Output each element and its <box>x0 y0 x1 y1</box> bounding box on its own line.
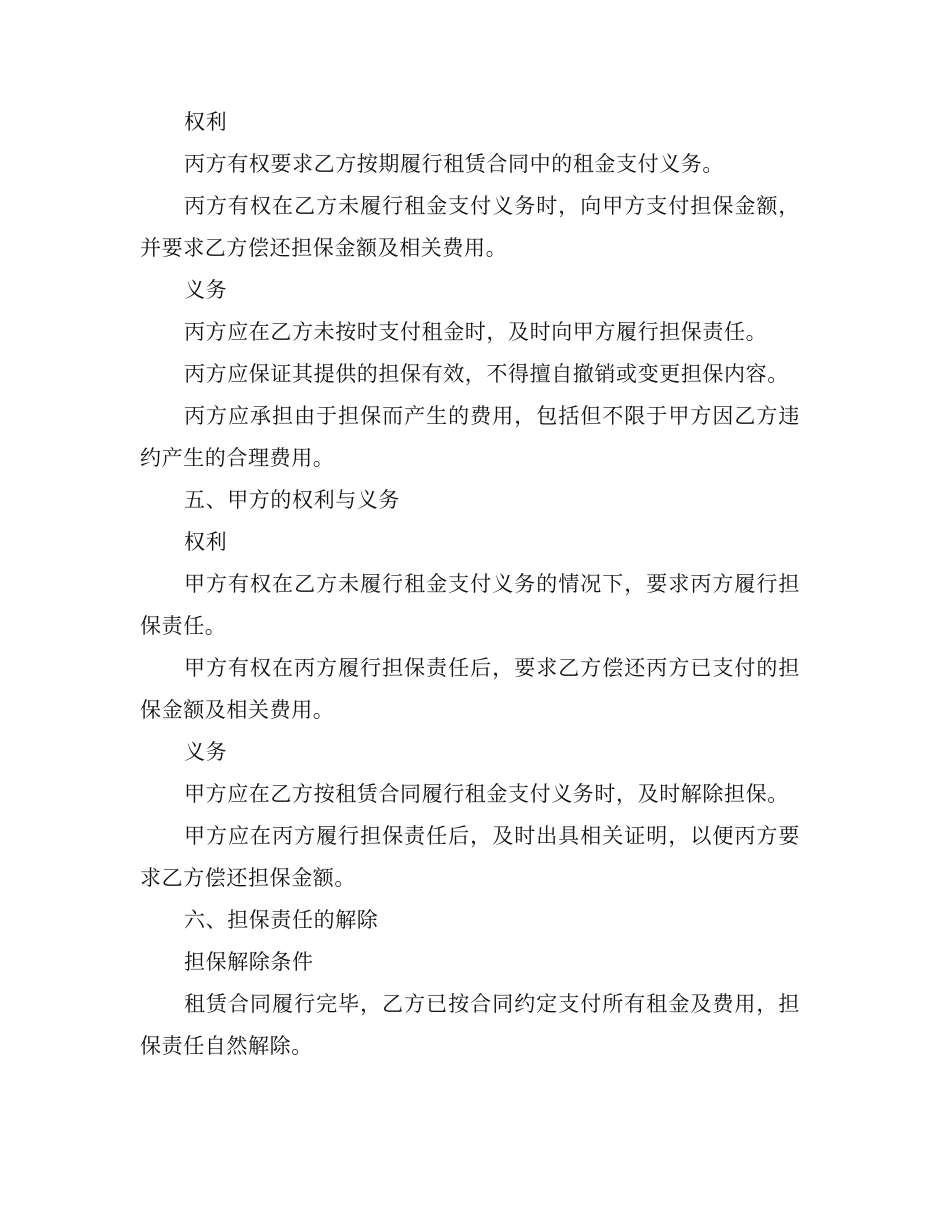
paragraph: 丙方有权要求乙方按期履行租赁合同中的租金支付义务。 <box>184 152 724 176</box>
paragraph: 丙方有权在乙方未履行租金支付义务时，向甲方支付担保金额，并要求乙方偿还担保金额及相关费用。 <box>140 194 800 260</box>
paragraph: 甲方应在丙方履行担保责任后，及时出具相关证明，以便丙方要求乙方偿还担保金额。 <box>140 824 800 890</box>
heading-obligations: 义务 <box>184 740 228 764</box>
heading-obligations: 义务 <box>184 278 228 302</box>
paragraph: 丙方应承担由于担保而产生的费用，包括但不限于甲方因乙方违约产生的合理费用。 <box>140 404 800 470</box>
section-heading: 六、担保责任的解除 <box>184 908 379 932</box>
paragraph: 甲方有权在丙方履行担保责任后，要求乙方偿还丙方已支付的担保金额及相关费用。 <box>140 656 800 722</box>
paragraph: 丙方应保证其提供的担保有效，不得擅自撤销或变更担保内容。 <box>184 362 789 386</box>
heading-rights: 权利 <box>184 110 228 134</box>
paragraph: 丙方应在乙方未按时支付租金时，及时向甲方履行担保责任。 <box>184 320 768 344</box>
heading-rights: 权利 <box>184 530 228 554</box>
document-body <box>140 101 800 1067</box>
section-heading: 五、甲方的权利与义务 <box>184 488 400 512</box>
paragraph: 租赁合同履行完毕，乙方已按合同约定支付所有租金及费用，担保责任自然解除。 <box>140 992 800 1058</box>
paragraph: 甲方有权在乙方未履行租金支付义务的情况下，要求丙方履行担保责任。 <box>140 572 800 638</box>
paragraph: 甲方应在乙方按租赁合同履行租金支付义务时，及时解除担保。 <box>184 782 789 806</box>
subsection-heading: 担保解除条件 <box>184 950 314 974</box>
